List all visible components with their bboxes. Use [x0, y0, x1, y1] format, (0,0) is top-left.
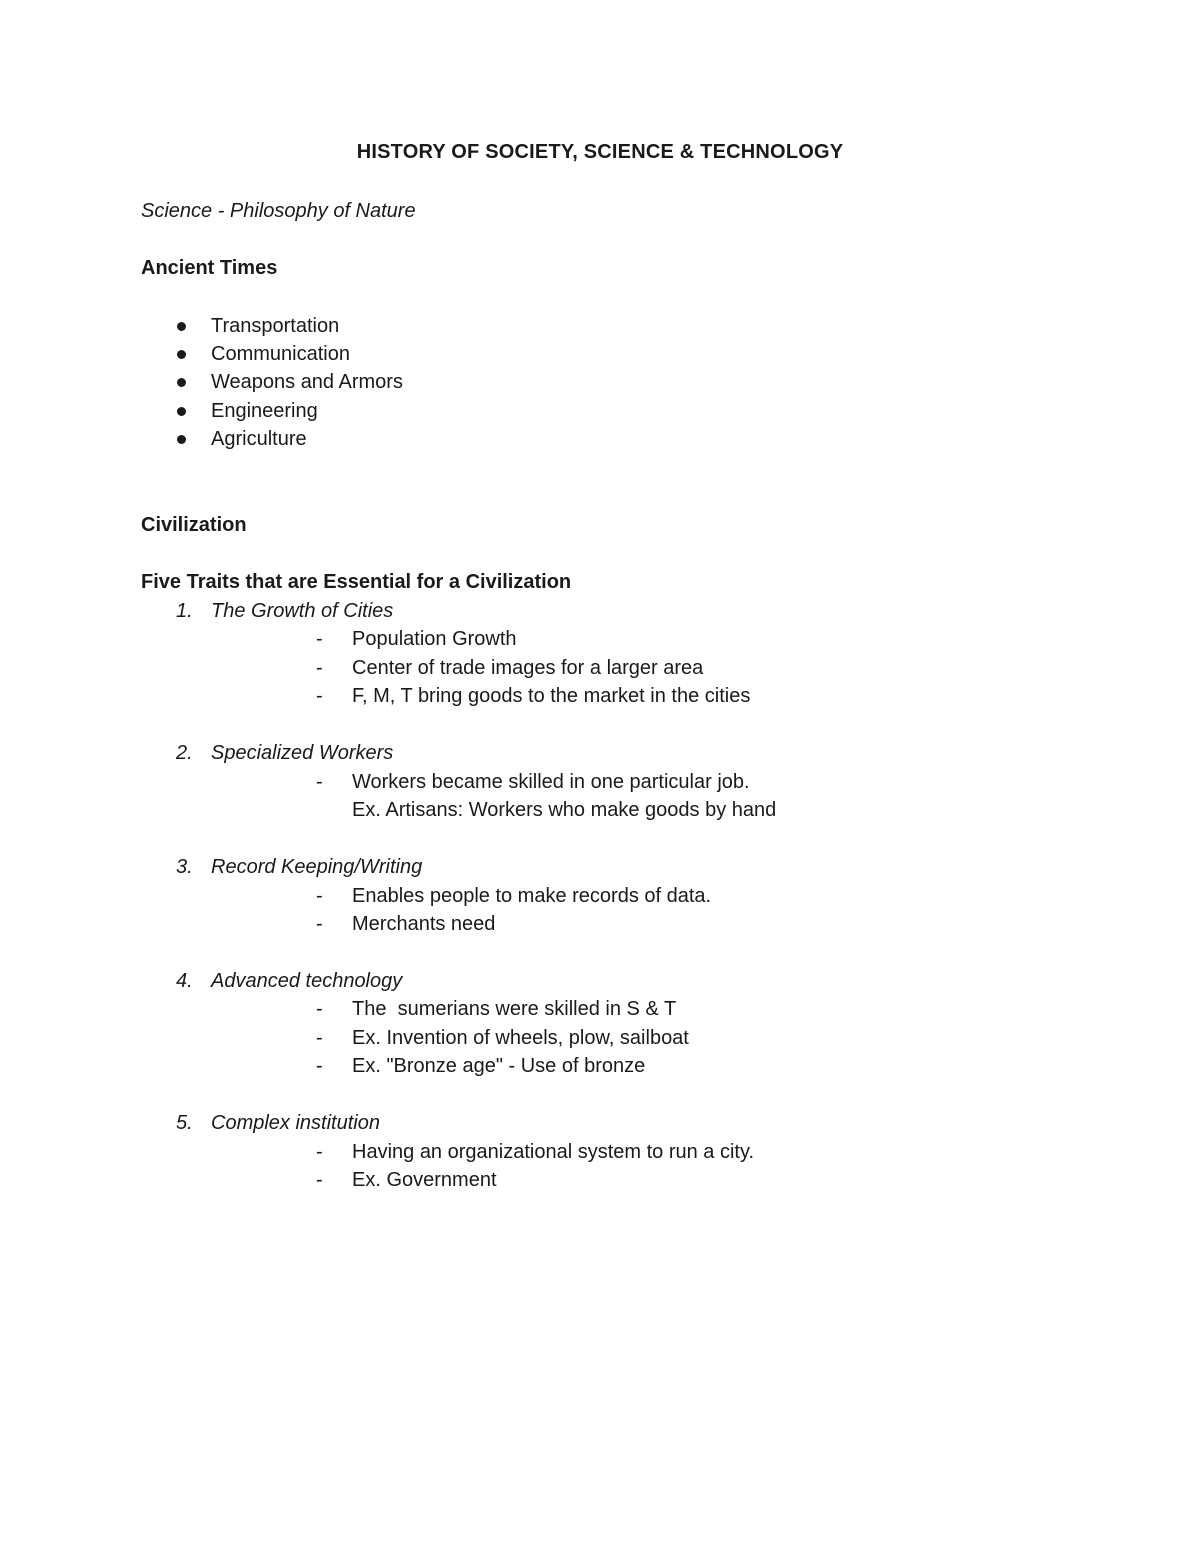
bullet-icon: [177, 407, 186, 416]
bullet-icon: [177, 350, 186, 359]
bullet-icon: [177, 322, 186, 331]
subtitle: Science - Philosophy of Nature: [141, 200, 416, 222]
document-title: HISTORY OF SOCIETY, SCIENCE & TECHNOLOGY: [356, 141, 844, 163]
document-page: HISTORY OF SOCIETY, SCIENCE & TECHNOLOGY Science - Philosophy of Nature Ancient Times Transportation Communication Weapons and Armors Engineering Agriculture Civilization Five Traits that are Essential for a Civilization 1. The Growth of Cities - Population Growth - Center of trade images for a larger area - F, M, T bring goods to the market in the cities 2. Specialized Workers - Workers became skilled in one particular job. Ex. Artisans: Workers who make goods by hand 3. Record Keeping/Writing - Enables people to make records of data. - Merchants need 4. Advanced technology - The sumerians were skilled in S & T - Ex. Invention of wheels, plow, sailboat - Ex. "Bronze age" - Use of bronze 5. Complex institution - Having an organizational system to run a city. - Ex. Government: [0, 0, 1200, 1553]
traits-heading: Five Traits that are Essential for a Civilization: [141, 571, 572, 593]
section-heading-ancient-times: Ancient Times: [141, 257, 278, 279]
bullet-icon: [177, 435, 186, 444]
bullet-icon: [177, 378, 186, 387]
section-heading-civilization: Civilization: [141, 514, 247, 536]
